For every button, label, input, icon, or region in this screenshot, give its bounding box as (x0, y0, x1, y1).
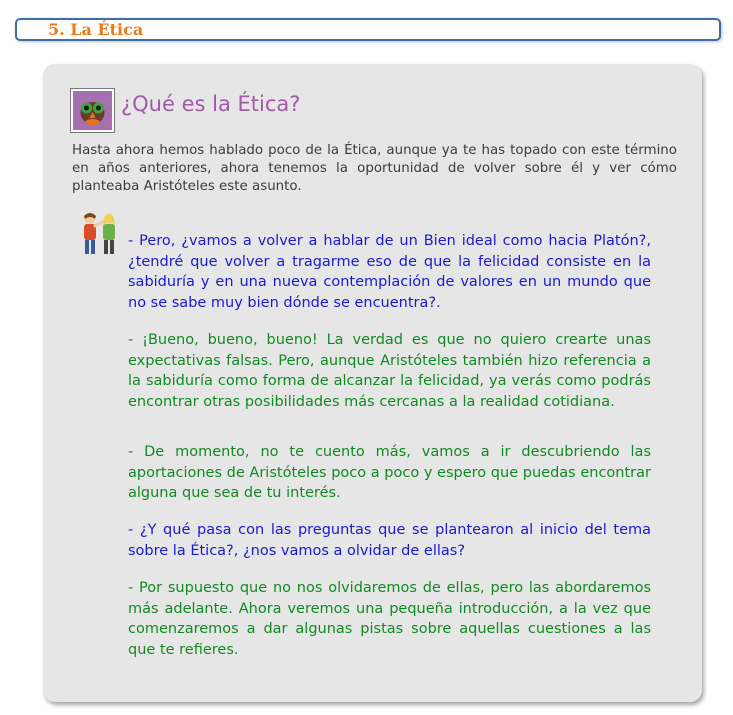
section-title: 5. La Ética (48, 20, 144, 39)
dialogue-line-2: - ¡Bueno, bueno, bueno! La verdad es que no quiero crearte unas expectativas falsas. Pero, aunque Aristóteles también hizo referencia a la sabiduría como forma de alcanzar la felicidad, ya verás como podrás encontrar otras posibilidades más cercanas a la realidad cotidiana. (128, 332, 651, 410)
section-header (15, 18, 721, 41)
content-panel (43, 64, 702, 702)
panel-heading: ¿Qué es la Ética? (121, 92, 301, 116)
owl-icon (71, 89, 114, 132)
dialogue-line-4: - ¿Y qué pasa con las preguntas que se plantearon al inicio del tema sobre la Ética?, ¿nos vamos a olvidar de ellas? (128, 522, 651, 559)
dialogue-line-3: - De momento, no te cuento más, vamos a ir descubriendo las aportaciones de Aristóteles poco a poco y espero que puedas encontrar alguna que sea de tu interés. (128, 444, 651, 501)
intro-paragraph: Hasta ahora hemos hablado poco de la Ética, aunque ya te has topado con este término en años anteriores, ahora tenemos la oportunidad de volver sobre él y ver cómo planteaba Aristóteles este asunto. (72, 143, 677, 194)
people-talking-icon (79, 210, 119, 256)
dialogue-line-1: - Pero, ¿vamos a volver a hablar de un Bien ideal como hacia Platón?, ¿tendré que volver a tragarme eso de que la felicidad consiste en la sabiduría y en una nueva contemplación de valores en un mundo que no se sabe muy bien dónde se encuentra?. (128, 233, 651, 311)
dialogue-line-5: - Por supuesto que no nos olvidaremos de ellas, pero las abordaremos más adelante. Ahora veremos una pequeña introducción, a la vez que comenzaremos a dar algunas pistas sobre aquellas cuestiones a las que te refieres. (128, 580, 651, 658)
